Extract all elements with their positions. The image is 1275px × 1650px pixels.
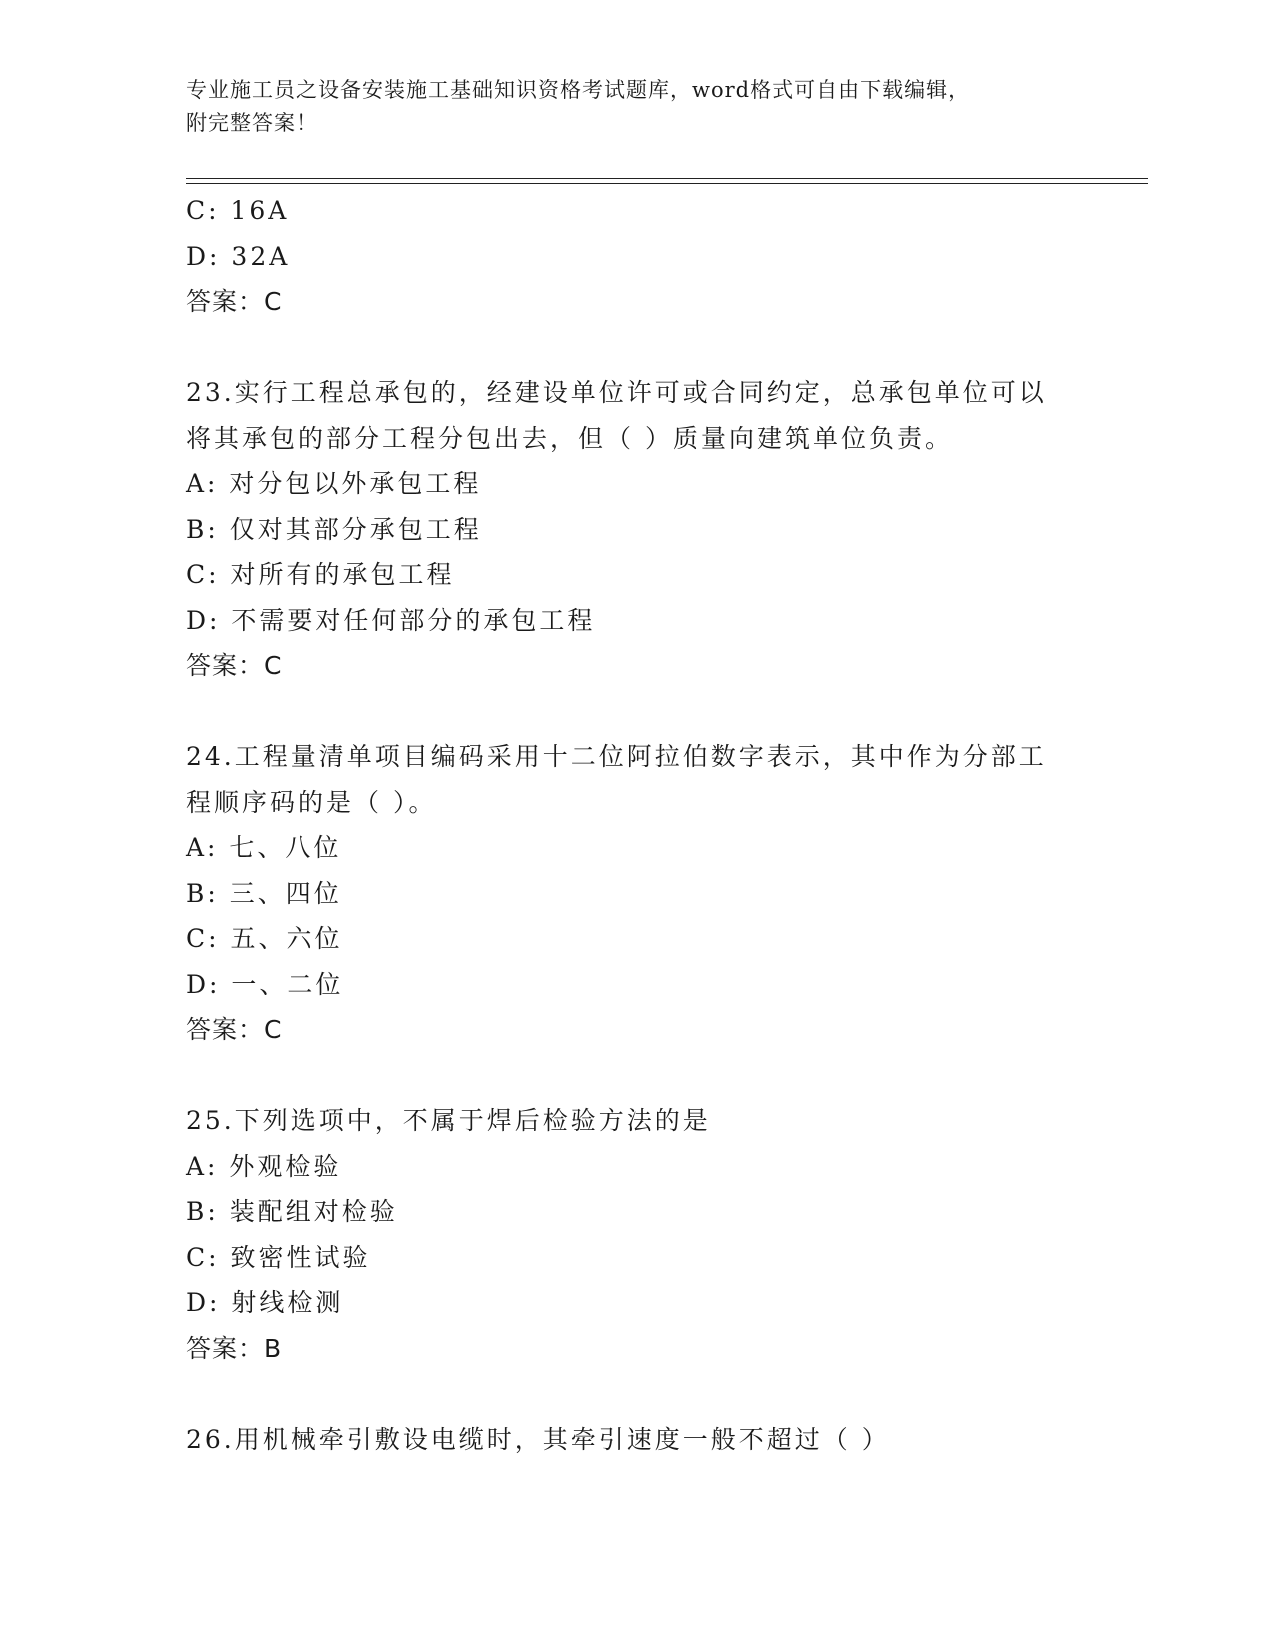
- spacer: [186, 689, 1086, 735]
- question-stem-line: 26.用机械牵引敷设电缆时，其牵引速度一般不超过（ ）: [186, 1424, 890, 1454]
- answer-line: 答案：C: [186, 1015, 283, 1044]
- option-c: C: 五、六位: [186, 924, 343, 953]
- question-26: [186, 1417, 1086, 1463]
- answer-line: 答案：C: [186, 287, 283, 316]
- question-23: [186, 370, 1086, 689]
- option-c: C: 致密性试验: [186, 1242, 371, 1272]
- header-divider-bottom: [186, 183, 1148, 184]
- spacer: [186, 1053, 1086, 1099]
- question-stem-line: 23.实行工程总承包的，经建设单位许可或合同约定，总承包单位可以: [186, 378, 1047, 407]
- option-d: D: 32A: [186, 241, 291, 271]
- previous-question-tail: [186, 188, 1086, 325]
- question-25: [186, 1098, 1086, 1371]
- header-divider-top: [186, 178, 1148, 179]
- option-c: C: 对所有的承包工程: [186, 560, 455, 589]
- spacer: [186, 1371, 1086, 1417]
- option-a: A: 对分包以外承包工程: [186, 469, 482, 498]
- question-list: [186, 188, 1086, 1462]
- question-stem-line: 程顺序码的是（ ）。: [186, 787, 437, 817]
- option-a: A: 七、八位: [186, 833, 342, 862]
- option-b: B: 三、四位: [186, 878, 342, 908]
- question-24: [186, 734, 1086, 1053]
- spacer: [186, 325, 1086, 371]
- question-stem-line: 25.下列选项中，不属于焊后检验方法的是: [186, 1106, 711, 1135]
- option-d: D: 一、二位: [186, 969, 344, 999]
- option-d: D: 不需要对任何部分的承包工程: [186, 605, 596, 635]
- answer-line: 答案：B: [186, 1333, 283, 1363]
- header-line-1: 专业施工员之设备安装施工基础知识资格考试题库，word格式可自由下载编辑，: [186, 78, 971, 102]
- option-b: B: 装配组对检验: [186, 1197, 398, 1226]
- option-a: A: 外观检验: [186, 1151, 342, 1181]
- answer-line: 答案：C: [186, 651, 283, 680]
- option-c: C: 16A: [186, 196, 290, 225]
- document-header: [186, 74, 1086, 140]
- option-b: B: 仅对其部分承包工程: [186, 514, 482, 544]
- question-stem-line: 将其承包的部分工程分包出去，但（ ）质量向建筑单位负责。: [186, 423, 953, 453]
- option-d: D: 射线检测: [186, 1288, 344, 1317]
- question-stem-line: 24.工程量清单项目编码采用十二位阿拉伯数字表示，其中作为分部工: [186, 742, 1047, 771]
- header-line-2: 附完整答案！: [186, 111, 318, 135]
